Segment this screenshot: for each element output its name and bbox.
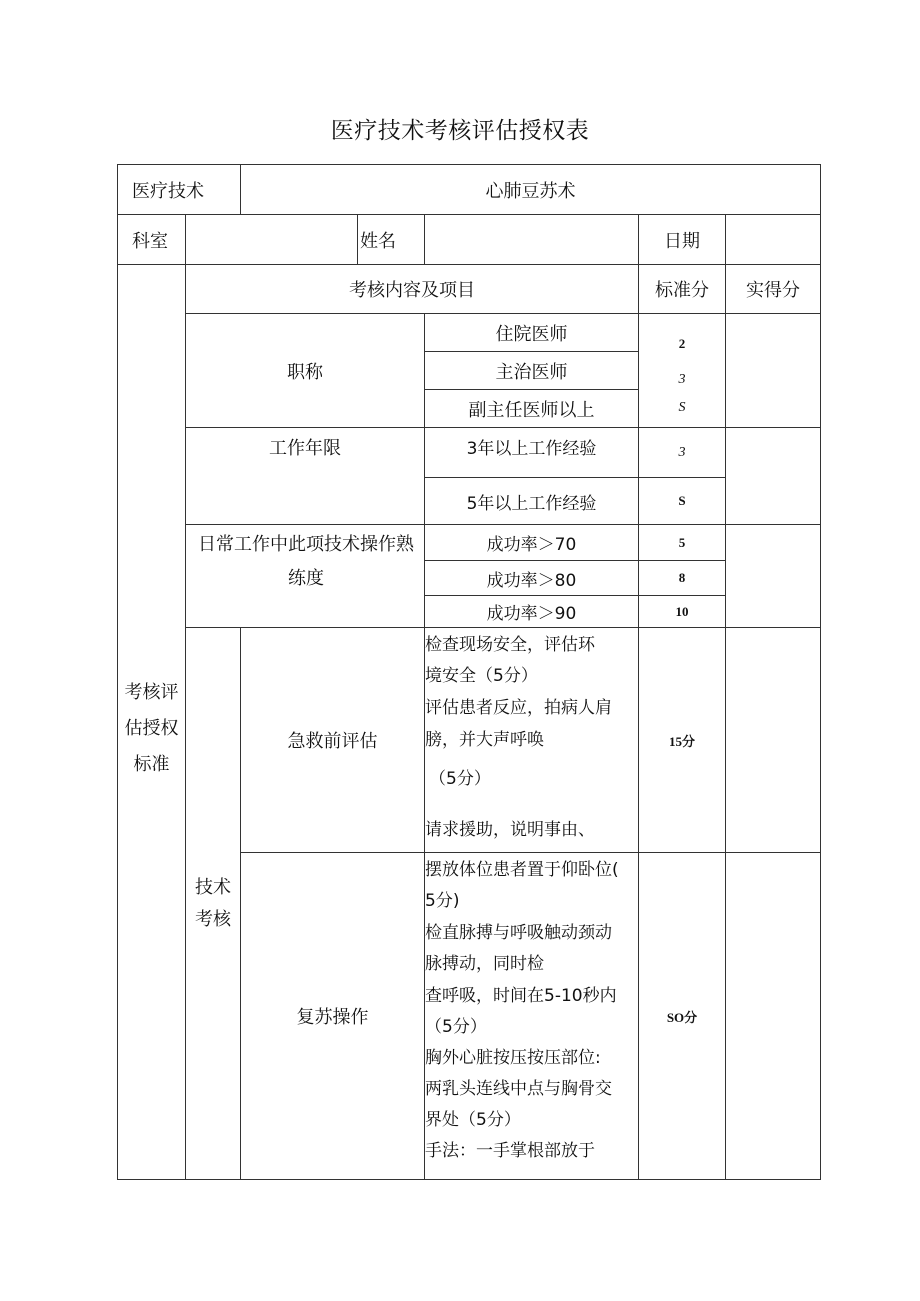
detail-line: （5分） bbox=[425, 1017, 487, 1037]
proficiency-actual-field[interactable] bbox=[725, 524, 821, 628]
score-value: 10 bbox=[675, 603, 689, 619]
detail-line: 界处（5分） bbox=[425, 1110, 521, 1130]
proficiency-section-label-cell bbox=[185, 524, 425, 628]
dept-field[interactable] bbox=[185, 214, 358, 265]
detail-line: 胸外心脏按压按压部位: bbox=[425, 1048, 601, 1068]
proficiency-item-cell bbox=[424, 595, 639, 628]
name-field[interactable] bbox=[424, 214, 639, 265]
skill-section-label: 技术考核 bbox=[195, 877, 231, 930]
years-section-label-cell bbox=[185, 427, 425, 525]
detail-line: （5分） bbox=[429, 769, 491, 789]
proficiency-item-name: 成功率＞80 bbox=[486, 570, 577, 591]
side-label-cell bbox=[117, 264, 186, 1180]
tech-value: 心肺豆苏术 bbox=[485, 180, 576, 202]
proficiency-item-name: 成功率＞90 bbox=[486, 604, 577, 624]
actual-header-label: 实得分 bbox=[746, 280, 800, 301]
dept-label: 科室 bbox=[132, 230, 168, 252]
resuscitation-score-cell bbox=[638, 852, 726, 1180]
title-item-cell bbox=[424, 313, 639, 352]
pre-rescue-score-cell bbox=[638, 627, 726, 853]
resuscitation-name-cell bbox=[240, 852, 425, 1180]
detail-line: 摆放体位患者置于仰卧位( bbox=[425, 860, 619, 880]
content-header bbox=[185, 264, 639, 314]
name-label: 姓名 bbox=[360, 230, 396, 252]
detail-line: 两乳头连线中点与胸骨交 bbox=[425, 1079, 612, 1099]
detail-line: 请求援助，说明事由、 bbox=[425, 820, 595, 840]
date-label: 日期 bbox=[664, 230, 700, 252]
skill-section-label-cell bbox=[185, 627, 241, 1180]
title-item-cell bbox=[424, 389, 639, 428]
pre-rescue-name: 急救前评估 bbox=[287, 731, 378, 752]
tech-label-cell bbox=[117, 164, 241, 215]
score-value: 2 bbox=[678, 336, 686, 351]
side-label: 考核评估授权标准 bbox=[124, 682, 179, 775]
proficiency-section-label: 日常工作中此项技术操作熟练度 bbox=[198, 534, 414, 589]
score-value: 3 bbox=[678, 372, 686, 387]
resuscitation-actual-field[interactable] bbox=[725, 852, 821, 1180]
title-actual-field[interactable] bbox=[725, 313, 821, 428]
score-value: 5 bbox=[678, 534, 686, 550]
detail-line: 检直脉搏与呼吸触动颈动 bbox=[425, 923, 612, 943]
title-item-name: 副主任医师以上 bbox=[468, 399, 595, 421]
detail-line: 手法：一手掌根部放于 bbox=[425, 1141, 595, 1161]
name-label-cell bbox=[357, 214, 425, 265]
score-value: S bbox=[678, 493, 686, 508]
pre-rescue-detail-cell bbox=[424, 627, 639, 853]
detail-line: 查呼吸，时间在5-10秒内 bbox=[425, 986, 617, 1006]
detail-line: 膀，并大声呼唤 bbox=[425, 730, 544, 750]
proficiency-score-cell bbox=[638, 560, 726, 596]
date-field[interactable] bbox=[725, 214, 821, 265]
title-item-cell bbox=[424, 351, 639, 390]
resuscitation-name: 复苏操作 bbox=[296, 1007, 369, 1028]
tech-value-cell[interactable] bbox=[240, 164, 821, 215]
score-value: 8 bbox=[678, 570, 686, 585]
years-section-label: 工作年限 bbox=[269, 438, 341, 459]
date-label-cell bbox=[638, 214, 726, 265]
pre-rescue-name-cell bbox=[240, 627, 425, 853]
content-header-label: 考核内容及项目 bbox=[349, 280, 475, 301]
standard-header bbox=[638, 264, 726, 314]
score-value: 3 bbox=[678, 444, 686, 460]
detail-line: 检查现场安全，评估环 bbox=[425, 635, 595, 655]
title-section-label-cell bbox=[185, 313, 425, 428]
score-value: S bbox=[678, 400, 686, 415]
pre-rescue-actual-field[interactable] bbox=[725, 627, 821, 853]
tech-label: 医疗技术 bbox=[132, 180, 204, 202]
title-section-label: 职称 bbox=[287, 361, 323, 383]
dept-label-cell bbox=[117, 214, 186, 265]
standard-header-label: 标准分 bbox=[655, 280, 709, 301]
proficiency-item-cell bbox=[424, 560, 639, 596]
detail-line: 评估患者反应，拍病人肩 bbox=[425, 698, 612, 718]
years-item-name: 5年以上工作经验 bbox=[466, 493, 597, 514]
years-item-name: 3年以上工作经验 bbox=[466, 439, 597, 459]
years-item-cell bbox=[424, 477, 639, 525]
page-title: 医疗技术考核评估授权表 bbox=[330, 118, 590, 144]
proficiency-item-cell bbox=[424, 524, 639, 561]
detail-line: 境安全（5分） bbox=[425, 666, 538, 686]
score-value: SO分 bbox=[666, 1009, 698, 1025]
proficiency-item-name: 成功率＞70 bbox=[486, 535, 577, 555]
years-score-cell bbox=[638, 427, 726, 478]
years-actual-field[interactable] bbox=[725, 427, 821, 525]
score-value: 15分 bbox=[668, 733, 695, 749]
years-score-cell bbox=[638, 477, 726, 525]
proficiency-score-cell bbox=[638, 524, 726, 561]
actual-header bbox=[725, 264, 821, 314]
detail-line: 5分) bbox=[425, 891, 460, 911]
proficiency-score-cell bbox=[638, 595, 726, 628]
title-item-name: 主治医师 bbox=[495, 361, 568, 383]
detail-line: 脉搏动，同时检 bbox=[425, 954, 544, 974]
years-item-cell bbox=[424, 427, 639, 478]
resuscitation-detail-cell bbox=[424, 852, 639, 1180]
title-score-cell bbox=[638, 313, 726, 428]
title-item-name: 住院医师 bbox=[495, 323, 568, 345]
